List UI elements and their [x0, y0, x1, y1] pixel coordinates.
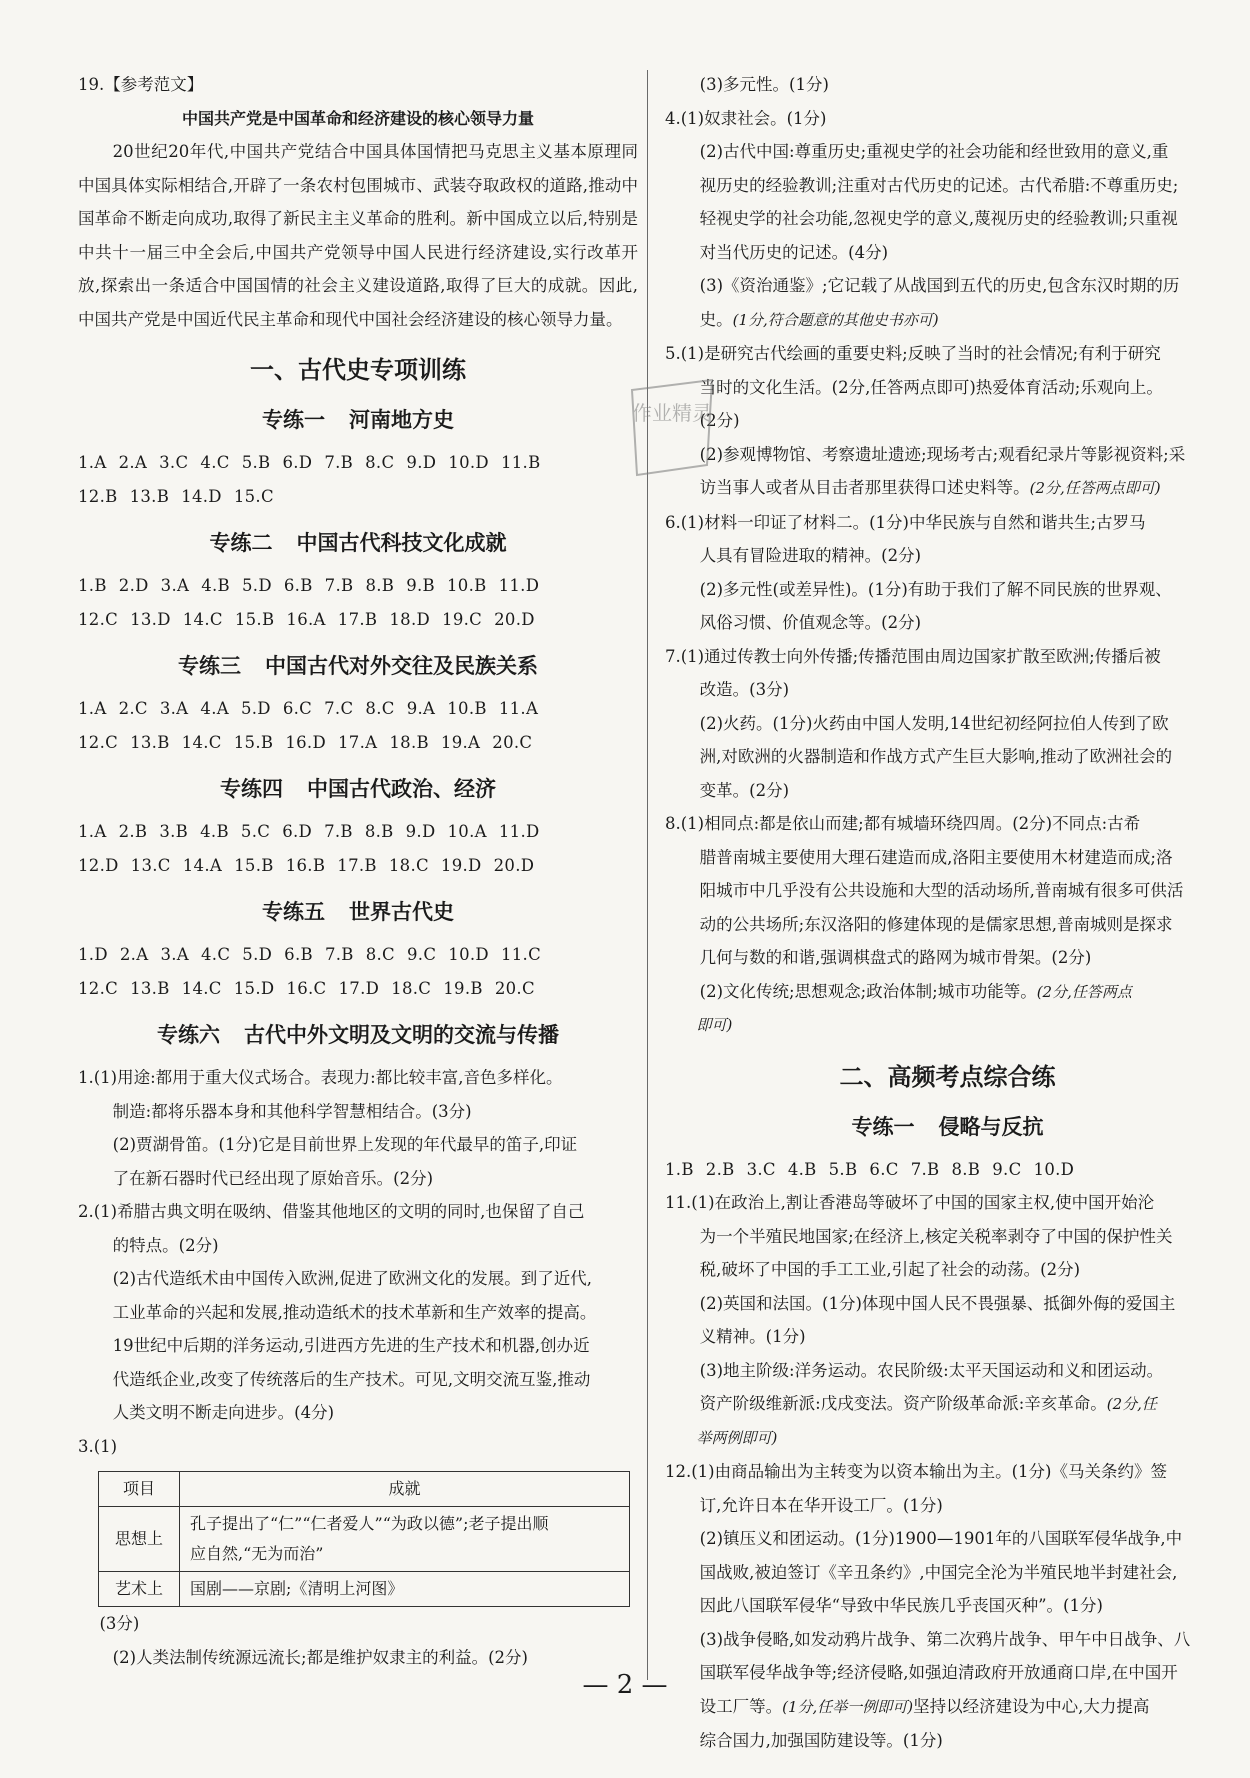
- section-heading-high-frequency: 二、高频考点综合练: [839, 1062, 1056, 1091]
- table-row: [99, 1572, 630, 1607]
- answer-item: 1.B: [665, 1159, 694, 1179]
- answer-item: 2.A: [118, 453, 148, 472]
- answer-line: (2)多元性(或差异性)。(1分)有助于我们了解不同民族的世界观、: [699, 579, 1172, 599]
- answer-item: 17.D: [338, 978, 380, 998]
- answer-line: [665, 303, 1230, 338]
- answer-item: 4.B: [201, 576, 230, 595]
- drill3-num: 专练三: [178, 654, 241, 678]
- answer-item: 8.B: [364, 822, 394, 841]
- drill6-heading: [78, 1015, 638, 1055]
- answer-item: 1.B: [78, 576, 107, 595]
- answer-item: 14.A: [182, 855, 223, 875]
- answer-item: 10.D: [448, 453, 489, 472]
- answer-line: 洲,对欧洲的火器制造和作战方式产生巨大影响,推动了欧洲社会的: [699, 747, 1173, 766]
- answer-item: 2.D: [118, 576, 149, 595]
- answer-item: 3.A: [160, 945, 189, 964]
- answer-item: 9.D: [405, 822, 436, 841]
- answer-item: 6.B: [283, 576, 313, 595]
- answer-line: 腊普南城主要使用大理石建造而成,洛阳主要使用木材建造而成;洛: [699, 847, 1173, 867]
- answer-item: 14.C: [182, 609, 223, 629]
- answer-item: 10.B: [447, 576, 487, 595]
- answer-item: 15.B: [234, 609, 275, 629]
- answer-item: 20.D: [494, 609, 535, 629]
- answer-line: 动的公共场所;东汉洛阳的修建体现的是儒家思想,普南城则是探求: [699, 914, 1173, 934]
- answer-item: 12.C: [78, 609, 119, 629]
- answer-item: 8.C: [365, 453, 395, 472]
- answer-item: 16.D: [285, 732, 326, 752]
- q3-score: (3分): [99, 1614, 140, 1633]
- q3-line: (2)人类法制传统源远流长;都是维护奴隶主的利益。(2分): [112, 1647, 528, 1667]
- answer-line: (2)古代中国:尊重历史;重视史学的社会功能和经世致用的意义,重: [699, 142, 1169, 161]
- drill3-title: 中国古代对外交往及民族关系: [265, 654, 538, 678]
- answer-line: 义精神。(1分): [699, 1327, 806, 1346]
- answer-line: 税,破坏了中国的手工工业,引起了社会的动荡。(2分): [699, 1260, 1081, 1279]
- answer-line: 变革。(2分): [699, 780, 790, 800]
- answer-item: 11.C: [500, 945, 542, 964]
- answer-item: 8.B: [951, 1159, 981, 1179]
- q2-line: 19世纪中后期的洋务运动,引进西方先进的生产技术和机器,创办近: [112, 1336, 590, 1355]
- answer-text: 史。: [699, 309, 733, 329]
- answer-item: 6.B: [284, 945, 313, 964]
- q1-line: 1.(1)用途:都用于重大仪式场合。表现力:都比较丰富,音色多样化。: [78, 1068, 563, 1087]
- answer-item: 15.B: [233, 732, 274, 752]
- answer-item: 12.D: [78, 855, 119, 875]
- right-column: [665, 68, 1230, 1758]
- q2-line: 人类文明不断走向进步。(4分): [112, 1403, 335, 1422]
- answer-item: 15.D: [233, 978, 275, 998]
- answer-item: 17.B: [337, 855, 377, 875]
- drill7-answers-row: [665, 1153, 1230, 1187]
- table-cell-content: [180, 1507, 630, 1572]
- answer-item: 7.B: [324, 453, 354, 472]
- drill2-answers-row2: [78, 603, 638, 637]
- answer-item: 4.C: [200, 453, 230, 472]
- answer-line: 国战败,被迫签订《辛丑条约》,中国完全沦为半殖民地半封建社会,: [699, 1562, 1178, 1582]
- drill4-answers-row1: [78, 815, 638, 849]
- answer-line: 6.(1)材料一印证了材料二。(1分)中华民族与自然和谐共生;古罗马: [665, 512, 1146, 532]
- answer-item: 12.C: [78, 978, 119, 998]
- q2-line: 代造纸企业,改变了传统落后的生产技术。可见,文明交流互鉴,推动: [112, 1369, 591, 1389]
- answer-item: 3.A: [159, 699, 189, 718]
- section-heading-ancient: 一、古代史专项训练: [250, 356, 466, 384]
- answer-item: 7.C: [324, 699, 354, 718]
- table-header-item: 项目: [99, 1472, 180, 1507]
- answer-item: 6.D: [282, 453, 313, 472]
- answer-line: 举两例即可): [696, 1428, 778, 1447]
- q1-line: 制造:都将乐器本身和其他科学智慧相结合。(3分): [112, 1101, 472, 1121]
- answer-item: 13.B: [130, 978, 170, 998]
- answer-item: 3.C: [746, 1159, 776, 1179]
- answer-item: 12.B: [78, 486, 118, 506]
- table-cell-content: 国剧——京剧;《清明上河图》: [180, 1572, 630, 1607]
- answer-item: 3.C: [159, 453, 189, 472]
- answer-item: 2.A: [119, 945, 149, 964]
- column-divider: [647, 70, 648, 1680]
- answer-line: 7.(1)通过传教士向外传播;传播范围由周边国家扩散至欧洲;传播后被: [665, 646, 1161, 666]
- answer-item: 15.B: [234, 855, 274, 875]
- answer-line: 改造。(3分): [699, 680, 790, 699]
- answer-line: 订,允许日本在华开设工厂。(1分): [699, 1495, 943, 1515]
- answer-line: 8.(1)相同点:都是依山而建;都有城墙环绕四周。(2分)不同点:古希: [665, 814, 1141, 833]
- answer-item: 6.C: [869, 1159, 899, 1179]
- answer-line: [665, 471, 1230, 506]
- answer-item: 18.B: [389, 732, 429, 752]
- q19-label: 19.【参考范文】: [78, 75, 204, 94]
- answer-line: 轻视史学的社会功能,忽视史学的意义,蔑视历史的经验教训;只重视: [699, 209, 1178, 228]
- answer-item: 10.D: [448, 945, 489, 964]
- answer-line: 为一个半殖民地国家;在经济上,核定关税率剥夺了中国的保护性关: [699, 1226, 1173, 1246]
- q2-line: 工业革命的兴起和发展,推动造纸术的技术革新和生产效率的提高。: [112, 1302, 597, 1322]
- drill5-title: 世界古代史: [349, 900, 454, 924]
- answer-item: 19.A: [440, 732, 481, 752]
- drill2-title: 中国古代科技文化成就: [296, 531, 507, 555]
- answer-line: 因此八国联军侵华“导致中华民族几乎丧国灭种”。(1分): [699, 1596, 1103, 1615]
- drill6-num: 专练六: [157, 1023, 220, 1047]
- page-number: — 2 —: [582, 1670, 668, 1700]
- answer-line: 5.(1)是研究古代绘画的重要史料;反映了当时的社会情况;有利于研究: [665, 344, 1161, 363]
- answer-item: 7.B: [324, 576, 354, 595]
- answer-item: 2.B: [705, 1159, 735, 1179]
- answer-line: (3)战争侵略,如发动鸦片战争、第二次鸦片战争、甲午中日战争、八: [699, 1629, 1191, 1649]
- answer-item: 13.C: [130, 855, 171, 875]
- answer-item: 4.B: [787, 1159, 817, 1179]
- drill4-title: 中国古代政治、经济: [307, 777, 496, 801]
- answer-item: 13.B: [130, 732, 170, 752]
- answer-line: 几何与数的和谐,强调棋盘式的路网为城市骨架。(2分): [699, 948, 1092, 967]
- answer-item: 10.A: [447, 822, 487, 841]
- drill1-title: 河南地方史: [349, 408, 454, 432]
- table-cell-line: 孔子提出了“仁”“仁者爱人”“为政以德”;老子提出顺: [190, 1514, 549, 1533]
- drill5-answers-row1: [78, 938, 638, 972]
- answer-item: 13.B: [129, 486, 170, 506]
- answer-line: 对当代历史的记述。(4分): [699, 242, 889, 262]
- answer-item: 5.C: [240, 822, 271, 841]
- answer-item: 2.B: [118, 822, 148, 841]
- answer-line: 国联军侵华战争等;经济侵略,如强迫清政府开放通商口岸,在中国开: [699, 1663, 1178, 1682]
- drill5-heading: [78, 892, 638, 932]
- answer-item: 20.C: [494, 978, 535, 998]
- drill4-heading: [78, 769, 638, 809]
- answer-text: 访当事人或者从目击者那里获得口述史料等。: [699, 478, 1030, 497]
- answer-item: 10.B: [447, 699, 487, 718]
- answer-item: 19.B: [443, 978, 483, 998]
- answer-item: 9.B: [406, 576, 435, 595]
- answer-item: 20.D: [493, 855, 535, 875]
- q3-label: 3.(1): [78, 1436, 118, 1456]
- answer-item: 14.C: [181, 978, 222, 998]
- answer-item: 11.D: [498, 576, 540, 595]
- answer-line: 人具有冒险进取的精神。(2分): [699, 546, 922, 565]
- table-cell-line: 应自然,“无为而治”: [190, 1544, 324, 1563]
- answer-item: 8.C: [365, 699, 395, 718]
- answer-item: 9.D: [406, 453, 437, 472]
- q2-line: 的特点。(2分): [112, 1235, 219, 1255]
- answer-line: 综合国力,加强国防建设等。(1分): [699, 1731, 943, 1750]
- answer-item: 9.A: [406, 699, 436, 718]
- answer-line: (2)英国和法国。(1分)体现中国人民不畏强暴、抵御外侮的爱国主: [699, 1293, 1176, 1313]
- answer-item: 16.B: [285, 855, 326, 875]
- drill7-title: 侵略与反抗: [938, 1114, 1044, 1139]
- drill7-heading: [665, 1107, 1230, 1147]
- answer-item: 3.A: [160, 576, 190, 595]
- answer-item: 17.A: [337, 732, 378, 752]
- drill4-num: 专练四: [220, 777, 283, 801]
- answer-line: 即可): [696, 1016, 733, 1034]
- drill2-answers-row1: [78, 569, 638, 603]
- answer-item: 20.C: [492, 732, 533, 752]
- answer-note: (1分,任举一例即可): [782, 1697, 914, 1716]
- drill2-heading: [78, 523, 638, 563]
- answer-item: 7.B: [910, 1159, 940, 1179]
- drill4-answers-row2: [78, 849, 638, 883]
- q2-line: 2.(1)希腊古典文明在吸纳、借鉴其他地区的文明的同时,也保留了自己: [78, 1202, 585, 1221]
- q1-line: 了在新石器时代已经出现了原始音乐。(2分): [112, 1168, 434, 1188]
- drill1-num: 专练一: [262, 408, 325, 432]
- answer-item: 5.B: [241, 453, 271, 472]
- answer-line: 阳城市中几乎没有公共设施和大型的活动场所,普南城有很多可供活: [699, 881, 1184, 900]
- answer-text: 设工厂等。: [699, 1696, 783, 1716]
- drill5-num: 专练五: [262, 900, 325, 924]
- answer-item: 11.B: [500, 453, 541, 472]
- table-cell-label: 思想上: [99, 1507, 180, 1572]
- answer-item: 4.B: [200, 822, 229, 841]
- answer-line: 风俗习惯、价值观念等。(2分): [699, 613, 922, 632]
- answer-item: 1.D: [78, 945, 108, 964]
- answer-item: 1.A: [78, 453, 107, 472]
- answer-item: 4.C: [201, 945, 231, 964]
- drill7-num: 专练一: [851, 1114, 915, 1139]
- q2-line: (2)古代造纸术由中国传入欧洲,促进了欧洲文化的发展。到了近代,: [112, 1269, 593, 1288]
- drill1-heading: [78, 400, 638, 440]
- essay-title: 中国共产党是中国革命和经济建设的核心领导力量: [181, 108, 534, 128]
- table-header-achievement: 成就: [180, 1472, 630, 1507]
- answer-item: 12.C: [78, 732, 119, 752]
- table-header-row: [99, 1472, 630, 1507]
- answer-item: 1.A: [78, 822, 107, 841]
- answer-line: (2)参观博物馆、考察遗址遗迹;现场考古;观看纪录片等影视资料;采: [699, 444, 1186, 464]
- answer-item: 15.C: [233, 486, 274, 506]
- answer-item: 11.A: [498, 699, 539, 718]
- watermark-stamp-icon: [612, 370, 732, 490]
- answer-item: 6.C: [282, 699, 313, 718]
- drill6-title: 古代中外文明及文明的交流与传播: [244, 1023, 559, 1047]
- q1-line: (2)贾湖骨笛。(1分)它是目前世界上发现的年代最早的笛子,印证: [112, 1135, 578, 1154]
- drill1-answers-row2: [78, 480, 638, 514]
- answer-item: 7.B: [324, 822, 353, 841]
- answer-item: 8.C: [365, 945, 395, 964]
- answer-item: 17.B: [337, 609, 378, 629]
- answer-item: 5.D: [240, 699, 271, 718]
- answer-line: 当时的文化生活。(2分,任答两点即可)热爱体育活动;乐观向上。: [699, 377, 1163, 397]
- answer-item: 16.A: [286, 609, 326, 629]
- answer-item: 14.C: [181, 732, 222, 752]
- answer-item: 13.D: [130, 609, 171, 629]
- answer-line: (3)地主阶级:洋务运动。农民阶级:太平天国运动和义和团运动。: [699, 1360, 1164, 1380]
- answer-line: 4.(1)奴隶社会。(1分): [665, 108, 827, 128]
- left-column: [78, 68, 638, 1674]
- answer-item: 7.B: [324, 945, 354, 964]
- answer-item: 9.C: [407, 945, 437, 964]
- achievements-table: [98, 1471, 630, 1607]
- answer-item: 14.D: [181, 486, 222, 506]
- answer-line: (3)多元性。(1分): [699, 75, 829, 94]
- table-row: [99, 1507, 630, 1572]
- drill3-answers-row1: [78, 692, 638, 726]
- answer-item: 19.D: [440, 855, 482, 875]
- answer-line: (2)火药。(1分)火药由中国人发明,14世纪初经阿拉伯人传到了欧: [699, 713, 1169, 733]
- answer-text: 资产阶级维新派:戊戌变法。资产阶级革命派:辛亥革命。: [699, 1394, 1107, 1413]
- answer-item: 18.D: [389, 609, 431, 629]
- answer-item: 3.B: [159, 822, 189, 841]
- answer-line: 11.(1)在政治上,割让香港岛等破坏了中国的国家主权,使中国开始沦: [665, 1193, 1155, 1212]
- answer-item: 2.C: [118, 699, 148, 718]
- answer-item: 11.D: [498, 822, 540, 841]
- answer-item: 5.B: [828, 1159, 858, 1179]
- answer-item: 19.C: [442, 609, 483, 629]
- drill3-heading: [78, 646, 638, 686]
- answer-item: 5.D: [242, 576, 272, 595]
- answer-line: [665, 1387, 1230, 1422]
- answer-item: 1.A: [78, 699, 107, 718]
- drill2-num: 专练二: [209, 531, 273, 555]
- answer-line: 12.(1)由商品输出为主转变为以资本输出为主。(1分)《马关条约》签: [665, 1462, 1167, 1481]
- answer-note: (2分,任答两点: [1036, 982, 1132, 1001]
- answer-line: (2分): [699, 411, 740, 430]
- answer-item: 10.D: [1033, 1159, 1075, 1179]
- answer-line: [665, 975, 1230, 1010]
- drill3-answers-row2: [78, 726, 638, 760]
- answer-item: 4.A: [200, 699, 229, 718]
- answer-text: (2)文化传统;思想观念;政治体制;城市功能等。: [699, 981, 1037, 1001]
- essay-body: 20世纪20年代,中国共产党结合中国具体国情把马克思主义基本原理同中国具体实际相结合,开辟了一条农村包围城市、武装夺取政权的道路,推动中国革命不断走向成功,取得了新民主主义革命的胜利。新中国成立以后,特别是中共十一届三中全会后,中国共产党领导中国人民进行经济建设,实行改革开放,探索出一条适合中国国情的社会主义建设道路,取得了巨大的成就。因此,中国共产党是中国近代民主革命和现代中国社会经济建设的核心领导力量。: [78, 142, 638, 329]
- answer-item: 9.C: [992, 1159, 1022, 1179]
- answer-item: 18.C: [388, 855, 429, 875]
- answer-note: (2分,任: [1106, 1395, 1157, 1413]
- answer-line: (2)镇压义和团运动。(1分)1900—1901年的八国联军侵华战争,中: [699, 1529, 1183, 1548]
- stamp-text: 作业精灵: [632, 401, 712, 425]
- answer-item: 6.D: [282, 822, 313, 841]
- answer-line: (3)《资治通鉴》;它记载了从战国到五代的历史,包含东汉时期的历: [699, 276, 1180, 295]
- answer-note: (2分,任答两点即可): [1029, 479, 1161, 497]
- table-cell-label: 艺术上: [99, 1572, 180, 1607]
- answer-item: 8.B: [365, 576, 395, 595]
- drill5-answers-row2: [78, 972, 638, 1006]
- answer-text: 坚持以经济建设为中心,大力提高: [913, 1696, 1150, 1716]
- answer-line: 视历史的经验教训;注重对古代历史的记述。古代希腊:不尊重历史;: [699, 175, 1179, 195]
- answer-item: 16.C: [286, 978, 327, 998]
- answer-item: 5.D: [242, 945, 273, 964]
- answer-note: (1分,符合题意的其他史书亦可): [732, 310, 939, 329]
- answer-item: 18.C: [391, 978, 432, 998]
- drill1-answers-row1: [78, 446, 638, 480]
